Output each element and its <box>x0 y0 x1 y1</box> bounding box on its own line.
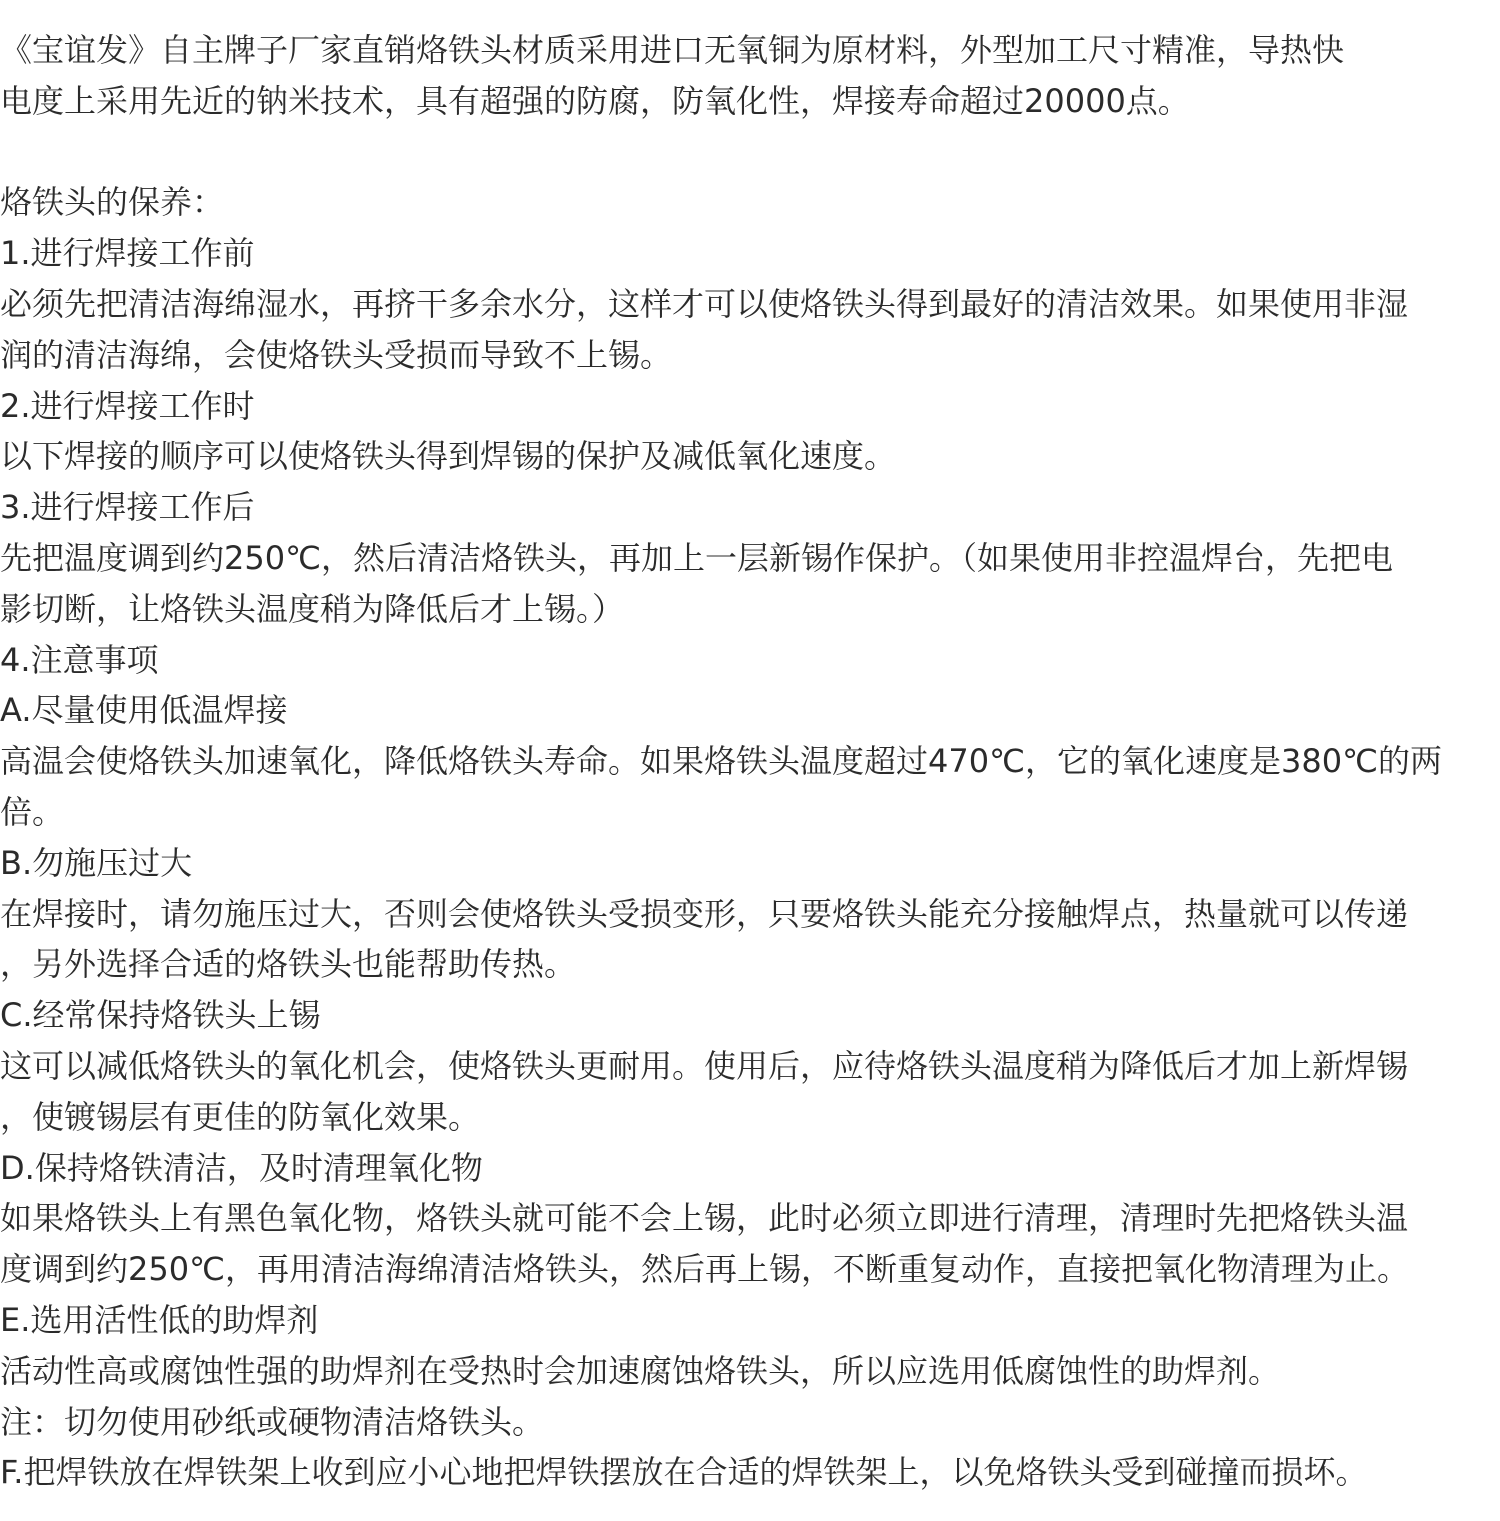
item-b-title: B.勿施压过大 <box>0 843 193 882</box>
item-c-body-line-1: 这可以减低烙铁头的氧化机会，使烙铁头更耐用。使用后，应待烙铁头温度稍为降低后才加上新焊锡 <box>0 1046 1409 1085</box>
step4-title: 4.注意事项 <box>0 640 159 679</box>
item-f-title: F.把焊铁放在焊铁架上收到应小心地把焊铁摆放在合适的焊铁架上，以免烙铁头受到碰撞而损坏。 <box>0 1453 1368 1492</box>
step3-body-line-1: 先把温度调到约250℃，然后清洁烙铁头，再加上一层新锡作保护。（如果使用非控温焊台，先把电 <box>0 538 1394 577</box>
item-e-body-line-1: 活动性高或腐蚀性强的助焊剂在受热时会加速腐蚀烙铁头，所以应选用低腐蚀性的助焊剂。 <box>0 1351 1281 1390</box>
item-b-body-line-1: 在焊接时，请勿施压过大，否则会使烙铁头受损变形，只要烙铁头能充分接触焊点，热量就可以传递 <box>0 894 1409 933</box>
item-b-body-line-2: ，另外选择合适的烙铁头也能帮助传热。 <box>0 945 577 984</box>
item-a-body-line-2: 倍。 <box>0 792 65 831</box>
step2-title: 2.进行焊接工作时 <box>0 386 255 425</box>
step1-body-line-2: 润的清洁海绵，会使烙铁头受损而导致不上锡。 <box>0 335 673 374</box>
item-c-body-line-2: ，使镀锡层有更佳的防氧化效果。 <box>0 1097 481 1136</box>
item-a-title: A.尽量使用低温焊接 <box>0 691 288 730</box>
intro-line-2: 电度上采用先近的钠米技术，具有超强的防腐，防氧化性，焊接寿命超过20000点。 <box>0 81 1190 120</box>
item-d-title: D.保持烙铁清洁，及时清理氧化物 <box>0 1148 483 1187</box>
intro-line-1: 《宝谊发》自主牌子厂家直销烙铁头材质采用进口无氧铜为原材料，外型加工尺寸精准，导热快 <box>0 31 1345 69</box>
item-a-body-line-1: 高温会使烙铁头加速氧化，降低烙铁头寿命。如果烙铁头温度超过470℃，它的氧化速度是380℃的两 <box>0 742 1443 781</box>
step1-body-line-1: 必须先把清洁海绵湿水，再挤干多余水分，这样才可以使烙铁头得到最好的清洁效果。如果使用非湿 <box>0 284 1409 323</box>
item-e-title: E.选用活性低的助焊剂 <box>0 1300 319 1339</box>
step3-body-line-2: 影切断，让烙铁头温度稍为降低后才上锡。） <box>0 589 625 628</box>
maintenance-heading: 烙铁头的保养： <box>0 183 225 222</box>
item-d-body-line-1: 如果烙铁头上有黑色氧化物，烙铁头就可能不会上锡，此时必须立即进行清理，清理时先把烙铁头温 <box>0 1199 1409 1238</box>
document-body <box>0 25 1500 1498</box>
step3-title: 3.进行焊接工作后 <box>0 488 255 527</box>
item-d-body-line-2: 度调到约250℃，再用清洁海绵清洁烙铁头，然后再上锡，不断重复动作，直接把氧化物清理为止。 <box>0 1250 1410 1289</box>
step2-body-line-1: 以下焊接的顺序可以使烙铁头得到焊锡的保护及减低氧化速度。 <box>0 437 897 476</box>
note-line: 注：切勿使用砂纸或硬物清洁烙铁头。 <box>0 1402 545 1441</box>
item-c-title: C.经常保持烙铁头上锡 <box>0 996 321 1035</box>
blank-line <box>0 127 1500 178</box>
step1-title: 1.进行焊接工作前 <box>0 234 255 273</box>
